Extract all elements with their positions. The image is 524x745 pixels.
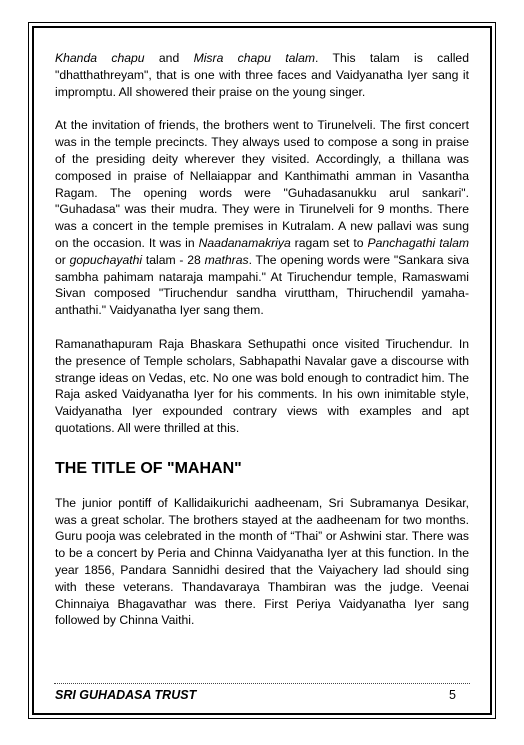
paragraph-2-italic-3: gopuchayathi (69, 252, 143, 267)
paragraph-1-text-2: . This talam is called "dhatthathreyam", that is one with three faces and Vaidyanatha Iyer sang it impromptu. All showered their praise on the young singer. (55, 51, 469, 99)
paragraph-2-italic-2: Panchagathi talam (367, 235, 470, 250)
footer-trust-name: SRI GUHADASA TRUST (55, 688, 197, 702)
paragraph-2-text-1: At the invitation of friends, the brothers went to Tirunelveli. The first concert was in the temple precincts. They always used to compose a song in praise of the presiding deity wherever they visited. Accordingly, a thillana was composed in praise of Nellaiappar and Kanthimathi amman in Vasantha Ragam. The opening words were "Guhadasanukku arul sankari". "Guhadasa" was their mudra. They were in Tirunelveli for 9 months. There was a concert in the temple premises in Kutralam. A new pallavi was sung on the occasion. It was in (55, 118, 469, 250)
paragraph-2-italic-4: mathras (204, 252, 249, 267)
paragraph-1-italic-1: Khanda chapu (55, 51, 145, 65)
paragraph-2-text-3: or (55, 252, 70, 267)
paragraph-1-text-1: and (144, 51, 194, 65)
paragraph-2 (55, 117, 469, 319)
paragraph-2-italic-1: Naadanamakriya (198, 235, 291, 250)
page-body (55, 50, 469, 629)
paragraph-2-text-2: ragam set to (290, 235, 368, 250)
paragraph-4: The junior pontiff of Kallidaikurichi aadheenam, Sri Subramanya Desikar, was a great scholar. The brothers stayed at the aadheenam for two months. Guru pooja was celebrated in the month of “Thai” or Ashwini star. There was to be a concert by Peria and Chinna Vaidyanatha Iyer at this function. In the year 1856, Pandara Sannidhi desired that the Vaiyachery lad should sing with these veterans. Thandavaraya Thambiran was the judge. Veenai Chinnaiya Bhagavathar was there. First Periya Vaidyanatha Iyer sang followed by Chinna Vaithi. (55, 495, 469, 628)
paragraph-1-italic-2: Misra chapu talam (193, 51, 316, 65)
paragraph-2-text-5: . The opening words were "Sankara siva sambha pahimam nataraja mampahi." At Tiruchendur temple, Ramaswami Sivan composed "Tiruchendur sandha viruttham, Thiruchendil yamaha-anthathi." Vaidyanatha Iyer sang them. (55, 252, 469, 318)
section-heading: THE TITLE OF "MAHAN" (55, 459, 242, 477)
paragraph-1 (55, 50, 469, 100)
paragraph-2-text-4: talam - 28 (142, 252, 205, 267)
paragraph-3: Ramanathapuram Raja Bhaskara Sethupathi once visited Tiruchendur. In the presence of Temple scholars, Sabhapathi Navalar gave a discourse with strange ideas on Vedas, etc. No one was bold enough to contradict him. The Raja asked Vaidyanatha Iyer for his comments. In his own inimitable style, Vaidyanatha Iyer expounded contrary views with examples and apt quotations. All were thrilled at this. (55, 336, 469, 435)
footer-divider (54, 683, 470, 684)
page-number: 5 (449, 688, 456, 702)
